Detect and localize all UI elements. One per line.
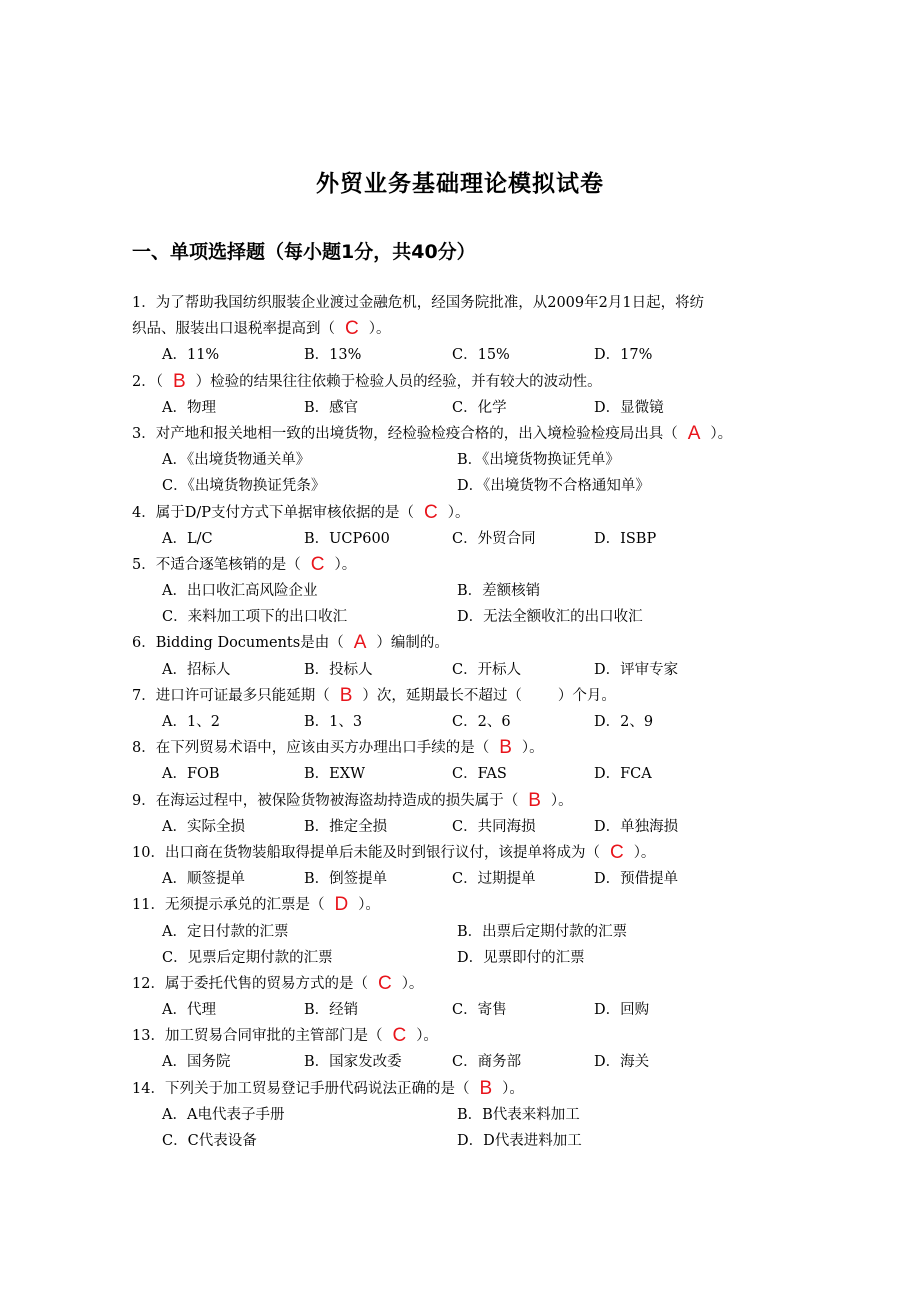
option-item: D．海关 — [594, 1054, 650, 1071]
question-line — [132, 316, 804, 342]
answer-mark: C — [609, 841, 624, 863]
option-item: C．C代表设备 — [162, 1133, 257, 1149]
question-line — [132, 1023, 804, 1049]
option-item: A．实际全损 — [162, 818, 245, 835]
answer-mark: B — [172, 370, 186, 392]
option-row — [132, 709, 804, 735]
question-line — [132, 892, 804, 918]
question-text: 13．加工贸易合同审批的主管部门是（ C ）。 — [132, 1025, 438, 1047]
option-item: A．物理 — [162, 399, 216, 416]
option-item: D．回购 — [594, 1002, 650, 1019]
option-row — [132, 342, 804, 368]
question-text: 6．Bidding Documents是由（ A ）编制的。 — [132, 632, 449, 654]
option-item: B．国家发改委 — [304, 1054, 402, 1071]
option-item: B．感官 — [304, 399, 359, 416]
option-item: C．2、6 — [452, 714, 511, 730]
question-line — [132, 840, 804, 866]
option-item: B．13% — [304, 347, 362, 364]
option-item: A．1、2 — [162, 714, 220, 730]
option-item: D．ISBP — [594, 530, 657, 547]
question-text: 10．出口商在货物装船取得提单后未能及时到银行议付，该提单将成为（ C ）。 — [132, 841, 656, 863]
answer-mark: C — [377, 972, 392, 994]
option-row — [132, 997, 804, 1023]
answer-mark: C — [310, 553, 325, 575]
option-item: A．FOB — [162, 766, 220, 783]
option-row — [132, 578, 804, 604]
option-row — [132, 395, 804, 421]
question-line — [132, 500, 804, 526]
option-row — [132, 919, 804, 945]
answer-mark: C — [392, 1025, 407, 1047]
answer-mark: B — [499, 737, 512, 759]
option-item: C．商务部 — [452, 1054, 522, 1071]
question-line — [132, 552, 804, 578]
option-item: B．经销 — [304, 1002, 359, 1019]
option-item: B．推定全损 — [304, 818, 388, 835]
option-row — [132, 761, 804, 787]
option-item: C．15% — [452, 347, 510, 364]
question-text: 1．为了帮助我国纺织服装企业渡过金融危机，经国务院批准，从2009年2月1日起，将纺 — [132, 295, 705, 311]
option-row — [132, 1128, 804, 1154]
answer-mark: A — [687, 422, 701, 444]
question-line — [132, 683, 804, 709]
option-item: A．出口收汇高风险企业 — [162, 583, 318, 600]
option-item: D．《出境货物不合格通知单》 — [457, 478, 650, 495]
option-item: D．17% — [594, 347, 653, 364]
question-text: 9．在海运过程中，被保险货物被海盗劫持造成的损失属于（ B ）。 — [132, 789, 573, 811]
question-line — [132, 630, 804, 656]
answer-mark: A — [353, 632, 367, 654]
option-item: C．《出境货物换证凭条》 — [162, 478, 326, 495]
option-item: D．无法全额收汇的出口收汇 — [457, 609, 643, 626]
answer-mark: D — [334, 894, 349, 916]
option-item: B．差额核销 — [457, 583, 541, 600]
question-text: 织品、服装出口退税率提高到（ C ）。 — [132, 318, 391, 340]
option-item: A．A电代表子手册 — [162, 1106, 285, 1123]
option-row — [132, 473, 804, 499]
option-item: B．1、3 — [304, 714, 363, 730]
question-text: 12．属于委托代售的贸易方式的是（ C ）。 — [132, 972, 424, 994]
option-item: D．评审专家 — [594, 661, 679, 678]
option-item: B．B代表来料加工 — [457, 1106, 580, 1123]
option-item: D．FCA — [594, 766, 652, 783]
option-item: C．化学 — [452, 399, 507, 416]
option-item: B．倒签提单 — [304, 871, 388, 888]
option-item: A．代理 — [162, 1002, 216, 1019]
question-line — [132, 369, 804, 395]
option-item: A．顺签提单 — [162, 871, 245, 888]
option-item: C．寄售 — [452, 1002, 507, 1019]
answer-mark: B — [479, 1077, 493, 1099]
page-title: 外贸业务基础理论模拟试卷 — [316, 171, 604, 197]
question-list — [132, 290, 804, 1154]
option-row — [132, 945, 804, 971]
option-row — [132, 657, 804, 683]
question-text: 3．对产地和报关地相一致的出境货物，经检验检疫合格的，出入境检验检疫局出具（ A ）。 — [132, 422, 733, 444]
option-item: A．定日付款的汇票 — [162, 923, 289, 940]
section-heading: 一、单项选择题（每小题1分，共40分） — [132, 241, 476, 263]
option-item: C．过期提单 — [452, 871, 536, 888]
option-item: A．11% — [162, 347, 220, 364]
option-row — [132, 814, 804, 840]
question-text: 14．下列关于加工贸易登记手册代码说法正确的是（ B ）。 — [132, 1077, 524, 1099]
question-line — [132, 1076, 804, 1102]
option-item: D．D代表进料加工 — [457, 1133, 582, 1149]
answer-mark: C — [345, 318, 359, 340]
option-item: A．招标人 — [162, 661, 231, 678]
option-row — [132, 866, 804, 892]
option-row — [132, 1102, 804, 1128]
question-line — [132, 971, 804, 997]
option-item: A．L/C — [162, 530, 213, 547]
question-line — [132, 735, 804, 761]
option-item: D．预借提单 — [594, 871, 679, 888]
option-item: C．开标人 — [452, 661, 522, 678]
option-row — [132, 1049, 804, 1075]
answer-mark: C — [424, 501, 438, 523]
option-item: D．2、9 — [594, 714, 654, 730]
option-item: C．来料加工项下的出口收汇 — [162, 609, 348, 626]
option-item: B．UCP600 — [304, 530, 390, 547]
option-row — [132, 447, 804, 473]
option-item: B．出票后定期付款的汇票 — [457, 923, 628, 940]
question-text: 2．（ B ）检验的结果往往依赖于检验人员的经验，并有较大的波动性。 — [132, 370, 602, 392]
option-item: C．见票后定期付款的汇票 — [162, 949, 333, 966]
option-row — [132, 604, 804, 630]
question-line — [132, 421, 804, 447]
option-item: D．单独海损 — [594, 818, 679, 835]
question-text: 8．在下列贸易术语中，应该由买方办理出口手续的是（ B ）。 — [132, 737, 544, 759]
option-item: D．显微镜 — [594, 399, 664, 416]
option-item: B．EXW — [304, 766, 365, 783]
option-item: A．《出境货物通关单》 — [162, 452, 311, 469]
option-item: A．国务院 — [162, 1054, 231, 1071]
answer-mark: B — [528, 789, 541, 811]
answer-mark: B — [339, 684, 353, 706]
option-row — [132, 526, 804, 552]
question-text: 5．不适合逐笔核销的是（ C ）。 — [132, 553, 357, 575]
question-line — [132, 788, 804, 814]
option-item: C．FAS — [452, 766, 507, 783]
option-item: B．投标人 — [304, 661, 373, 678]
question-text: 7．进口许可证最多只能延期（ B ）次，延期最长不超过（ ）个月。 — [132, 684, 616, 706]
question-text: 4．属于D/P支付方式下单据审核依据的是（ C ）。 — [132, 501, 470, 523]
question-text: 11．无须提示承兑的汇票是（ D ）。 — [132, 894, 380, 916]
option-item: D．见票即付的汇票 — [457, 949, 585, 966]
option-item: C．共同海损 — [452, 818, 536, 835]
option-item: C．外贸合同 — [452, 530, 536, 547]
question-line — [132, 290, 804, 316]
option-item: B．《出境货物换证凭单》 — [457, 452, 620, 469]
